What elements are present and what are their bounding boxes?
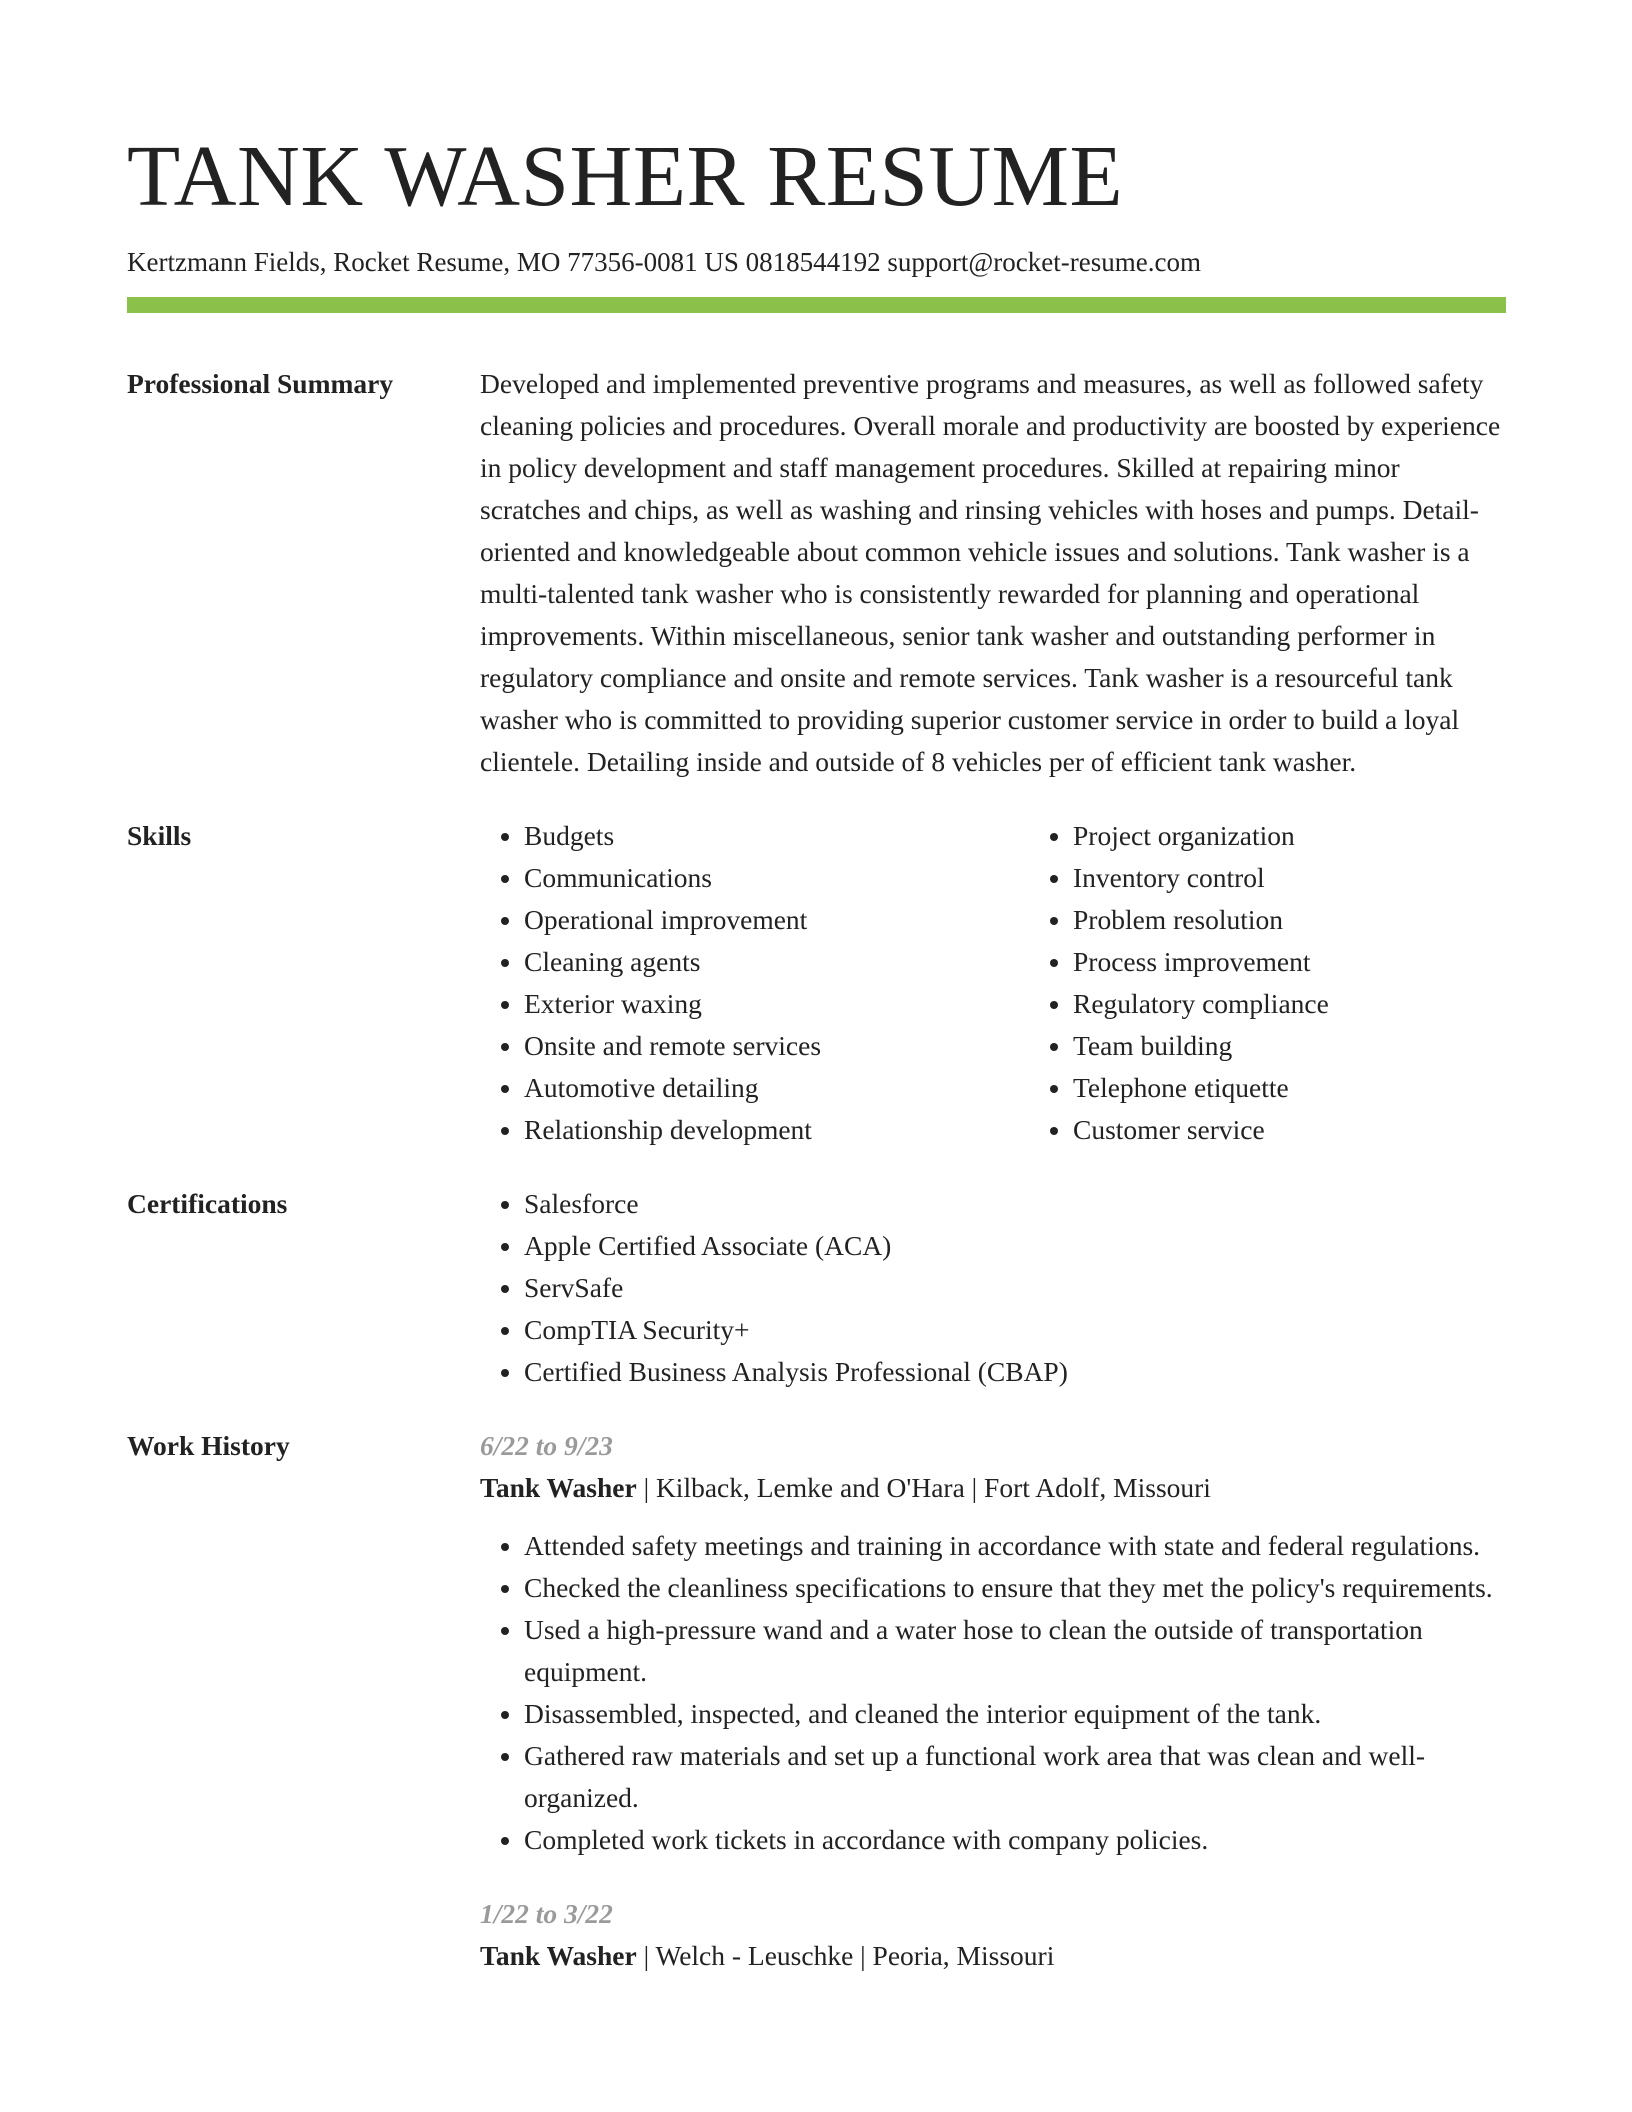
job-title: Tank Washer xyxy=(480,1940,637,1972)
skill-item: • Budgets xyxy=(524,815,1029,857)
skill-item: • Exterior waxing xyxy=(524,983,1029,1025)
skill-item: • Customer service xyxy=(1073,1109,1578,1151)
skill-item: • Communications xyxy=(524,857,1029,899)
job-entry xyxy=(480,1893,1506,1977)
skills-list-left xyxy=(480,815,1029,1151)
skill-item: • Cleaning agents xyxy=(524,941,1029,983)
job-bullets xyxy=(480,1525,1506,1861)
resume-title: TANK WASHER RESUME xyxy=(127,127,1124,224)
certification-item: • Certified Business Analysis Professional (CBAP) xyxy=(524,1351,1506,1393)
skill-item: • Relationship development xyxy=(524,1109,1029,1151)
job-bullet: • Checked the cleanliness specifications to ensure that they met the policy's requirements. xyxy=(524,1567,1506,1609)
job-bullet: • Disassembled, inspected, and cleaned the interior equipment of the tank. xyxy=(524,1693,1506,1735)
job-dates: 6/22 to 9/23 xyxy=(480,1430,613,1462)
skill-item: • Regulatory compliance xyxy=(1073,983,1578,1025)
skill-item: • Team building xyxy=(1073,1025,1578,1067)
accent-divider xyxy=(127,297,1506,313)
certifications-list xyxy=(480,1183,1506,1393)
skill-item: • Inventory control xyxy=(1073,857,1578,899)
job-bullet: • Gathered raw materials and set up a functional work area that was clean and well-organized. xyxy=(524,1735,1506,1819)
skill-item: • Operational improvement xyxy=(524,899,1029,941)
certifications-section xyxy=(127,1183,1506,1393)
skill-item: • Onsite and remote services xyxy=(524,1025,1029,1067)
certification-item: • CompTIA Security+ xyxy=(524,1309,1506,1351)
job-heading xyxy=(480,1935,1506,1977)
section-label-work-history: Work History xyxy=(127,1430,290,1462)
skills-list-right xyxy=(1029,815,1578,1151)
skill-item: • Telephone etiquette xyxy=(1073,1067,1578,1109)
skill-item: • Process improvement xyxy=(1073,941,1578,983)
skills-section xyxy=(127,815,1506,1151)
section-label-skills: Skills xyxy=(127,820,192,852)
job-title: Tank Washer xyxy=(480,1472,637,1504)
work-history-section xyxy=(127,1425,1506,1977)
skill-item: • Problem resolution xyxy=(1073,899,1578,941)
job-dates: 1/22 to 3/22 xyxy=(480,1898,613,1930)
job-entry xyxy=(480,1425,1506,1861)
job-bullet: • Attended safety meetings and training in accordance with state and federal regulations. xyxy=(524,1525,1506,1567)
work-history-body xyxy=(480,1425,1506,1977)
contact-line: Kertzmann Fields, Rocket Resume, MO 77356-0081 US 0818544192 support@rocket-resume.com xyxy=(127,247,1201,277)
section-label-summary: Professional Summary xyxy=(127,368,394,400)
skill-item: • Automotive detailing xyxy=(524,1067,1029,1109)
job-bullet: • Used a high-pressure wand and a water hose to clean the outside of transportation equipment. xyxy=(524,1609,1506,1693)
skill-item: • Project organization xyxy=(1073,815,1578,857)
job-heading xyxy=(480,1467,1506,1509)
certification-item: • Apple Certified Associate (ACA) xyxy=(524,1225,1506,1267)
certification-item: • Salesforce xyxy=(524,1183,1506,1225)
job-employer-location: | Kilback, Lemke and O'Hara | Fort Adolf, Missouri xyxy=(636,1472,1211,1504)
certifications-body xyxy=(480,1183,1506,1393)
skills-columns xyxy=(480,815,1506,1151)
section-label-certifications: Certifications xyxy=(127,1188,288,1220)
certification-item: • ServSafe xyxy=(524,1267,1506,1309)
job-bullet: • Completed work tickets in accordance with company policies. xyxy=(524,1819,1506,1861)
summary-section xyxy=(127,363,1506,783)
job-employer-location: | Welch - Leuschke | Peoria, Missouri xyxy=(636,1940,1055,1972)
summary-text: Developed and implemented preventive programs and measures, as well as followed safety cleaning policies and procedures. Overall morale and productivity are boosted by experience in policy development and staff management procedures. Skilled at repairing minor scratches and chips, as well as washing and rinsing vehicles with hoses and pumps. Detail-oriented and knowledgeable about common vehicle issues and solutions. Tank washer is a multi-talented tank washer who is consistently rewarded for planning and operational improvements. Within miscellaneous, senior tank washer and outstanding performer in regulatory compliance and onsite and remote services. Tank washer is a resourceful tank washer who is committed to providing superior customer service in order to build a loyal clientele. Detailing inside and outside of 8 vehicles per of efficient tank washer. xyxy=(480,368,1501,778)
